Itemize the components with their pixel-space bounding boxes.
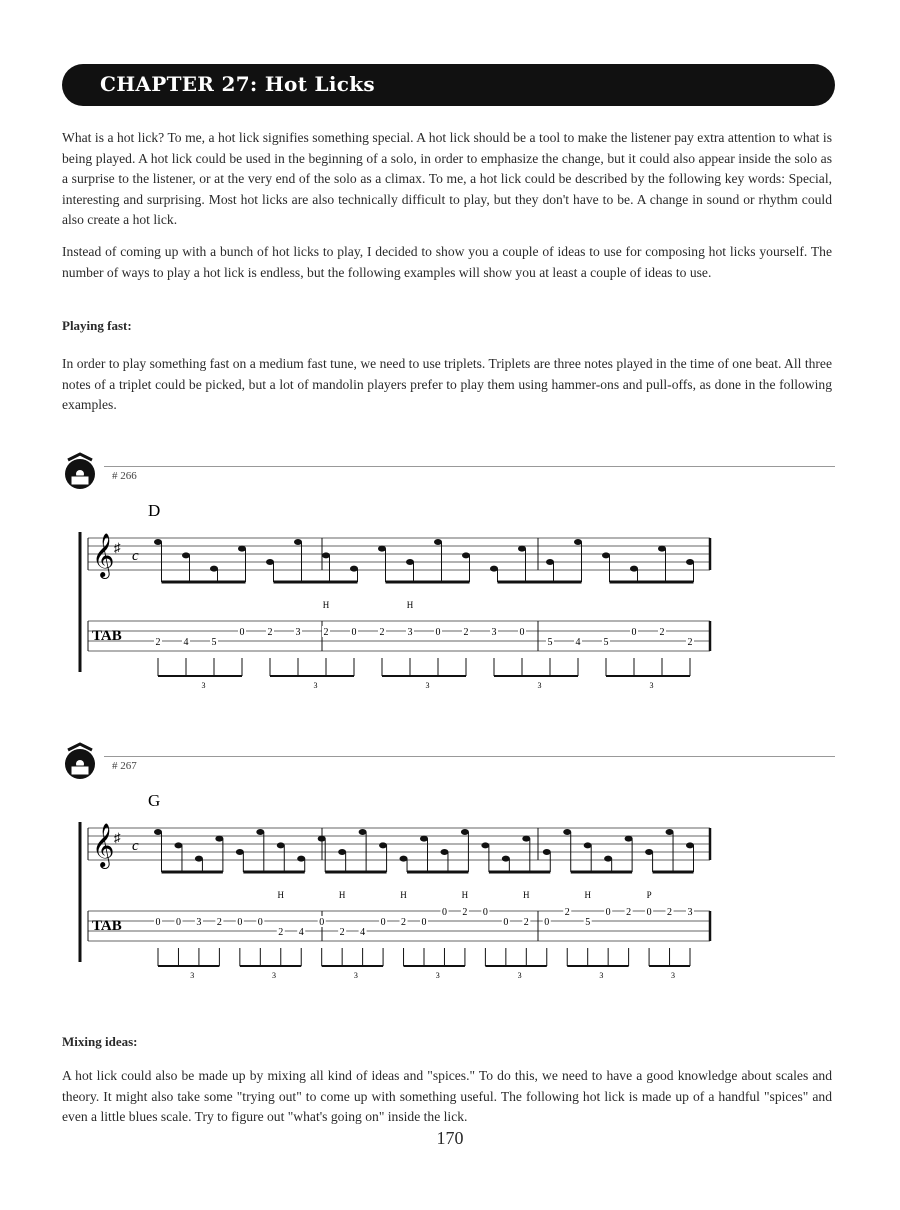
fret-number: 0 — [646, 907, 652, 918]
triplet-mark: 3 — [671, 971, 676, 978]
note-head — [630, 566, 638, 572]
fret-number: 0 — [435, 627, 441, 638]
fret-number: 2 — [687, 637, 693, 648]
chapter-header-bar — [62, 64, 835, 106]
fret-number: 5 — [547, 637, 553, 648]
fret-number: 2 — [267, 627, 273, 638]
fret-number: 3 — [295, 627, 301, 638]
note-head — [461, 829, 469, 835]
hammer-on-mark: P — [646, 890, 652, 900]
fret-number: 2 — [155, 637, 161, 648]
note-head — [277, 842, 285, 848]
fret-number: 5 — [585, 917, 591, 928]
fret-number: 2 — [278, 927, 284, 938]
fret-number: 0 — [482, 907, 488, 918]
note-head — [406, 559, 414, 565]
fret-number: 2 — [401, 917, 407, 928]
note-head — [215, 836, 223, 842]
note-head — [420, 836, 428, 842]
note-head — [625, 836, 633, 842]
chord-symbol: G — [148, 791, 161, 810]
section-heading-playing-fast: Playing fast: — [62, 318, 132, 333]
note-head — [256, 829, 264, 835]
triplet-mark: 3 — [353, 971, 358, 978]
mixing-ideas-paragraph: A hot lick could also be made up by mixing all kind of ideas and "spices." To do this, we need to have a good knowledge about scales and theory. It might also take some "trying out" to come up with something useful. The following hot lick is made up of a handful "spices" and even a little blues scale. Try to figure out "what's going on" inside the lick. — [62, 1068, 832, 1124]
fret-number: 2 — [323, 627, 329, 638]
triplet-mark: 3 — [425, 681, 430, 688]
fret-number: 0 — [175, 917, 181, 928]
page-number: 170 — [436, 1128, 464, 1148]
tab-label: TAB — [92, 918, 122, 934]
note-head — [297, 856, 305, 862]
triplet-mark: 3 — [599, 971, 604, 978]
note-head — [686, 559, 694, 565]
fret-number: 0 — [421, 917, 427, 928]
fret-number: 0 — [237, 917, 243, 928]
notation-and-tab-266 — [60, 488, 835, 688]
note-head — [154, 539, 162, 545]
example-number: # 266 — [112, 470, 137, 482]
hammer-on-mark: H — [406, 600, 414, 610]
fret-number: 2 — [463, 627, 469, 638]
fret-number: 0 — [155, 917, 161, 928]
fret-number: 4 — [360, 927, 366, 938]
fret-number: 0 — [380, 917, 386, 928]
fret-number: 3 — [491, 627, 497, 638]
note-head — [238, 546, 246, 552]
fret-number: 0 — [544, 917, 550, 928]
note-head — [481, 842, 489, 848]
example-number: # 267 — [112, 760, 137, 772]
note-head — [236, 849, 244, 855]
note-head — [322, 552, 330, 558]
fret-number: 0 — [519, 627, 525, 638]
fret-number: 0 — [441, 907, 447, 918]
note-head — [502, 856, 510, 862]
treble-clef-icon: 𝄞 — [92, 825, 115, 867]
fret-number: 0 — [257, 917, 263, 928]
note-head — [522, 836, 530, 842]
section-heading-mixing-ideas: Mixing ideas: — [62, 1034, 138, 1049]
fret-number: 2 — [523, 917, 529, 928]
triplet-mark: 3 — [649, 681, 654, 688]
hammer-on-mark: H — [322, 600, 330, 610]
note-head — [318, 836, 326, 842]
triplet-mark: 3 — [313, 681, 318, 688]
fret-number: 2 — [564, 907, 570, 918]
note-head — [210, 566, 218, 572]
fret-number: 3 — [687, 907, 693, 918]
example-divider-line — [104, 756, 835, 757]
chapter-title: CHAPTER 27: Hot Licks — [100, 72, 375, 96]
triplet-mark: 3 — [190, 971, 195, 978]
fret-number: 5 — [603, 637, 609, 648]
fret-number: 2 — [626, 907, 632, 918]
fret-number: 0 — [319, 917, 325, 928]
note-head — [266, 559, 274, 565]
note-head — [584, 842, 592, 848]
note-head — [462, 552, 470, 558]
note-head — [563, 829, 571, 835]
fret-number: 4 — [183, 637, 189, 648]
intro-paragraph-1: What is a hot lick? To me, a hot lick signifies something special. A hot lick should be a tool to make the listener pay extra attention to what is being played. A hot lick could be used in the beginning of a solo, in order to emphasize the change, but it could also appear inside the solo as a surprise to the listener, or at the very end of the solo as a climax. To me, a hot lick could be described by the following key words: Special, interesting and surprising. Most hot licks are also technically difficult to play, but they don't have to be. A change in sound or rhythm could also create a hot lick. — [62, 130, 832, 227]
fret-number: 5 — [211, 637, 217, 648]
note-head — [666, 829, 674, 835]
note-head — [490, 566, 498, 572]
note-head — [294, 539, 302, 545]
treble-clef-icon: 𝄞 — [92, 535, 115, 577]
example-266 — [60, 452, 835, 693]
fret-number: 3 — [407, 627, 413, 638]
note-head — [658, 546, 666, 552]
note-head — [154, 829, 162, 835]
note-head — [645, 849, 653, 855]
note-head — [350, 566, 358, 572]
fret-number: 4 — [298, 927, 304, 938]
note-head — [195, 856, 203, 862]
note-head — [440, 849, 448, 855]
cd-audio-icon — [60, 742, 100, 782]
hammer-on-mark: H — [277, 890, 285, 900]
fret-number: 0 — [605, 907, 611, 918]
key-signature-sharp: ♯ — [114, 540, 121, 555]
fret-number: 2 — [379, 627, 385, 638]
time-signature: c — [132, 548, 139, 564]
chord-symbol: D — [148, 501, 161, 520]
hammer-on-mark: H — [584, 890, 591, 900]
note-head — [378, 546, 386, 552]
triplet-mark: 3 — [537, 681, 542, 688]
note-head — [546, 559, 554, 565]
note-head — [602, 552, 610, 558]
triplet-mark: 3 — [435, 971, 440, 978]
fret-number: 2 — [462, 907, 468, 918]
playing-fast-paragraph: In order to play something fast on a medium fast tune, we need to use triplets. Triplets are three notes played in the time of one beat. All three notes of a triplet could be picked, but a lot of mandolin players prefer to play them using hammer-ons and pull-offs, as done in the following examples. — [62, 356, 832, 412]
fret-number: 0 — [631, 627, 637, 638]
note-head — [379, 842, 387, 848]
time-signature: c — [132, 838, 139, 854]
fret-number: 0 — [351, 627, 357, 638]
cd-audio-icon — [60, 452, 100, 492]
note-head — [574, 539, 582, 545]
fret-number: 2 — [216, 917, 222, 928]
example-divider-line — [104, 466, 835, 467]
fret-number: 3 — [196, 917, 202, 928]
hammer-on-mark: H — [523, 890, 530, 900]
fret-number: 0 — [503, 917, 509, 928]
note-head — [518, 546, 526, 552]
triplet-mark: 3 — [201, 681, 206, 688]
hammer-on-mark: H — [338, 890, 346, 900]
triplet-mark: 3 — [517, 971, 522, 978]
notation-and-tab-267 — [60, 778, 835, 978]
note-head — [686, 842, 694, 848]
hammer-on-mark: H — [400, 890, 407, 900]
fret-number: 2 — [659, 627, 665, 638]
hammer-on-mark: H — [461, 890, 469, 900]
note-head — [174, 842, 182, 848]
note-head — [604, 856, 612, 862]
fret-number: 0 — [239, 627, 245, 638]
fret-number: 2 — [339, 927, 345, 938]
note-head — [400, 856, 408, 862]
note-head — [359, 829, 367, 835]
intro-paragraph-2: Instead of coming up with a bunch of hot licks to play, I decided to show you a couple of ideas to use for composing hot licks yourself. The number of ways to play a hot lick is endless, but the following examples will show you at least a couple of ideas to use. — [62, 244, 832, 280]
triplet-mark: 3 — [272, 971, 277, 978]
fret-number: 4 — [575, 637, 581, 648]
fret-number: 2 — [667, 907, 673, 918]
key-signature-sharp: ♯ — [114, 830, 121, 845]
tab-label: TAB — [92, 628, 122, 644]
note-head — [338, 849, 346, 855]
note-head — [182, 552, 190, 558]
note-head — [543, 849, 551, 855]
note-head — [434, 539, 442, 545]
example-267 — [60, 742, 835, 983]
